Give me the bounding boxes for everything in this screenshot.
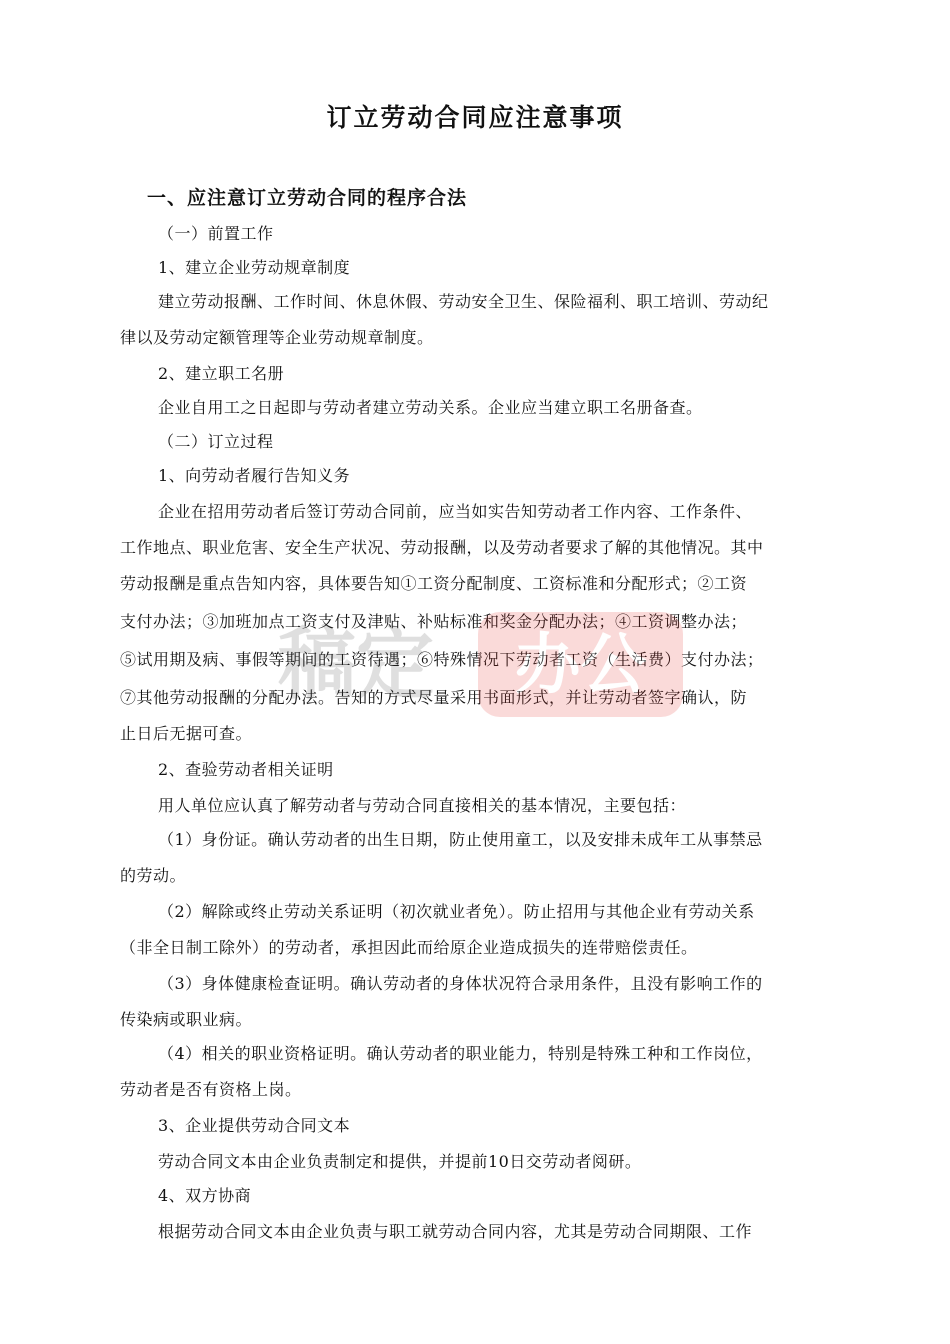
paragraph-line: 建立劳动报酬、工作时间、休息休假、劳动安全卫生、保险福利、职工培训、劳动纪 <box>158 292 769 311</box>
item-heading: 4、双方协商 <box>158 1186 252 1205</box>
paragraph-line: 工作地点、职业危害、安全生产状况、劳动报酬，以及劳动者要求了解的其他情况。其中 <box>120 538 764 557</box>
paragraph-line: （3）身体健康检查证明。确认劳动者的身体状况符合录用条件，且没有影响工作的 <box>158 974 763 993</box>
paragraph-line: 律以及劳动定额管理等企业劳动规章制度。 <box>120 328 434 347</box>
paragraph-line: 劳动者是否有资格上岗。 <box>120 1080 302 1099</box>
paragraph-line: 传染病或职业病。 <box>120 1010 253 1029</box>
item-heading: 1、建立企业劳动规章制度 <box>158 258 351 277</box>
watermark-text-left: 稿定 <box>278 620 435 710</box>
paragraph-line: （非全日制工除外）的劳动者，承担因此而给原企业造成损失的连带赔偿责任。 <box>120 938 698 957</box>
paragraph-line: 企业在招用劳动者后签订劳动合同前，应当如实告知劳动者工作内容、工作条件、 <box>158 502 753 521</box>
paragraph-line: ⑦其他劳动报酬的分配办法。告知的方式尽量采用书面形式，并让劳动者签字确认，防 <box>120 688 748 707</box>
paragraph-line: 支付办法；③加班加点工资支付及津贴、补贴标准和奖金分配办法；④工资调整办法； <box>120 612 748 631</box>
paragraph-line: 止日后无据可查。 <box>120 724 253 743</box>
item-heading: 2、建立职工名册 <box>158 364 285 383</box>
paragraph-line: （1）身份证。确认劳动者的出生日期，防止使用童工，以及安排未成年工从事禁忌 <box>158 830 763 849</box>
watermark-badge: 办公 <box>478 612 683 717</box>
paragraph-line: 的劳动。 <box>120 866 187 885</box>
paragraph-line: 企业自用工之日起即与劳动者建立劳动关系。企业应当建立职工名册备查。 <box>158 398 703 417</box>
subsection-heading: （二）订立过程 <box>158 432 274 451</box>
subsection-heading: （一）前置工作 <box>158 224 274 243</box>
paragraph-line: 用人单位应认真了解劳动者与劳动合同直接相关的基本情况，主要包括： <box>158 796 687 815</box>
paragraph-line: （2）解除或终止劳动关系证明（初次就业者免）。防止招用与其他企业有劳动关系 <box>158 902 755 921</box>
paragraph-line: ⑤试用期及病、事假等期间的工资待遇；⑥特殊情况下劳动者工资（生活费）支付办法； <box>120 650 764 669</box>
paragraph-line: （4）相关的职业资格证明。确认劳动者的职业能力，特别是特殊工种和工作岗位， <box>158 1044 763 1063</box>
paragraph-line: 根据劳动合同文本由企业负责与职工就劳动合同内容，尤其是劳动合同期限、工作 <box>158 1222 753 1241</box>
paragraph-line: 劳动合同文本由企业负责制定和提供，并提前10日交劳动者阅研。 <box>158 1152 642 1171</box>
item-heading: 3、企业提供劳动合同文本 <box>158 1116 351 1135</box>
document-title: 订立劳动合同应注意事项 <box>326 103 624 132</box>
item-heading: 2、查验劳动者相关证明 <box>158 760 334 779</box>
paragraph-line: 劳动报酬是重点告知内容，具体要告知①工资分配制度、工资标准和分配形式；②工资 <box>120 574 748 593</box>
section-heading: 一、应注意订立劳动合同的程序合法 <box>147 187 468 209</box>
item-heading: 1、向劳动者履行告知义务 <box>158 466 351 485</box>
